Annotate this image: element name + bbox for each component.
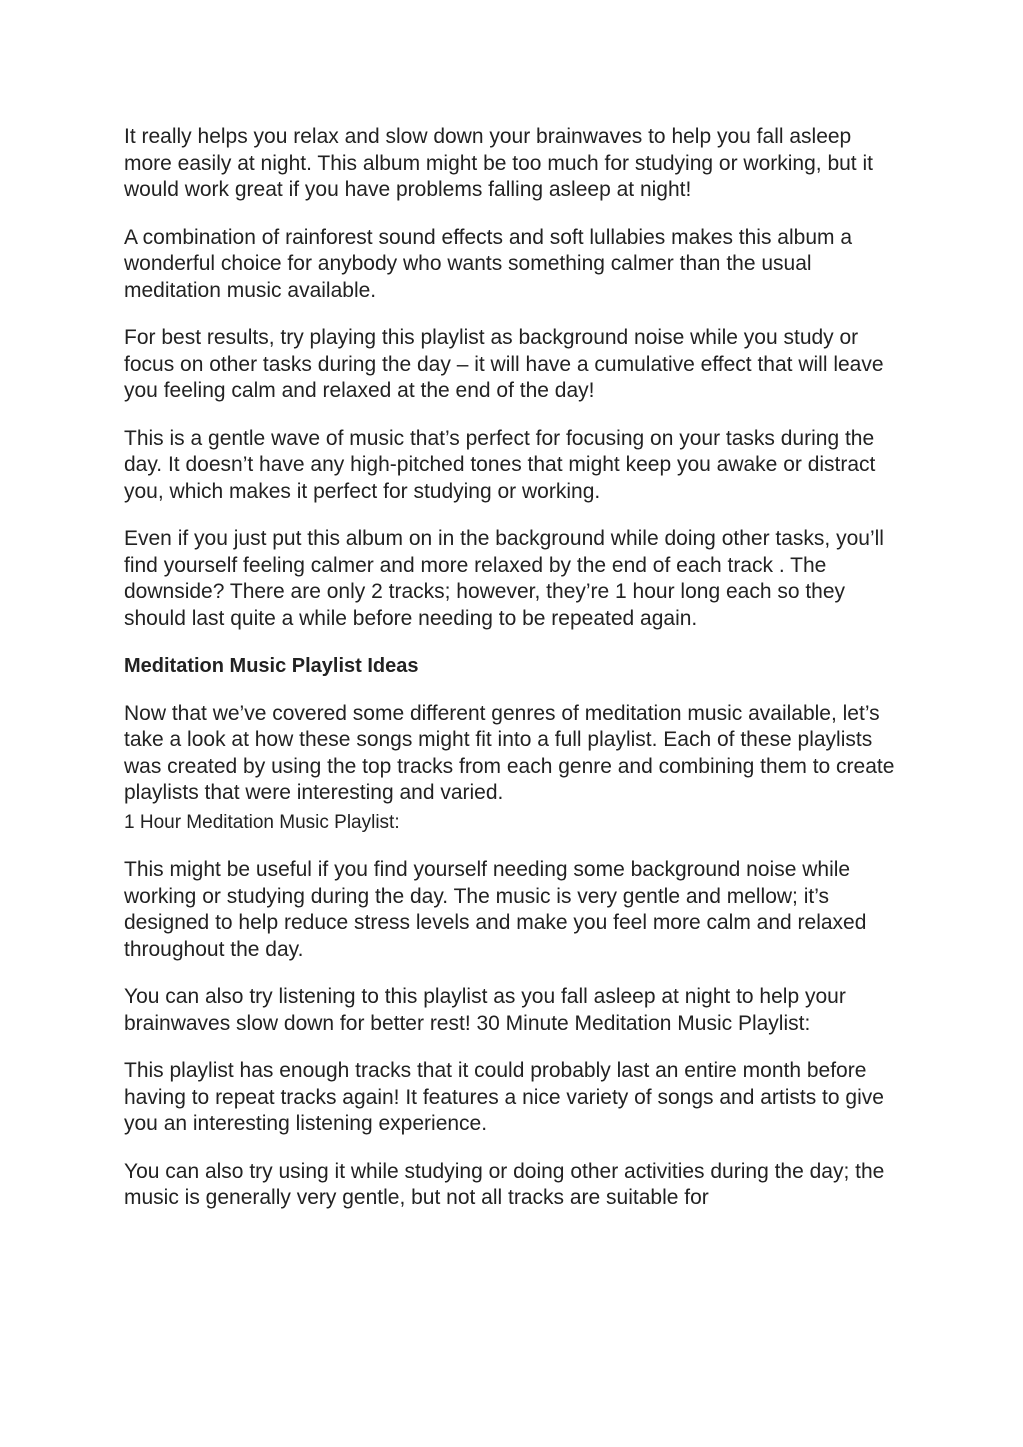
paragraph-sleep-album: It really helps you relax and slow down your brainwaves to help you fall asleep more easily at night. This album might be too much for studying or working, but it would work great if you have problems falling asleep at night! [124,125,873,201]
paragraph-background-noise: This might be useful if you find yourself needing some background noise while working or studying during the day. The music is very gentle and mellow; it’s designed to help reduce stress levels and make you feel more calm and relaxed throughout the day. [124,858,867,961]
paragraph-fall-asleep: You can also try listening to this playlist as you fall asleep at night to help your brainwaves slow down for better rest! 30 Minute Meditation Music Playlist: [124,985,846,1035]
playlist-label: 1 Hour Meditation Music Playlist: [124,811,400,833]
paragraph-intro: Now that we’ve covered some different genres of meditation music available, let’s take a look at how these songs might fit into a full playlist. Each of these playlists was created by using the top tracks from each genre and combining them to create playlists that were interesting and varied. [124,701,895,804]
paragraph-studying: You can also try using it while studying or doing other activities during the day; the music is generally very gentle, but not all tracks are suitable for [124,1159,885,1209]
paragraph-gentle-wave: This is a gentle wave of music that’s perfect for focusing on your tasks during the day. It doesn’t have any high-pitched tones that might keep you awake or distract you, which makes it perfect for studying or working. [124,426,876,503]
paragraph-month-tracks: This playlist has enough tracks that it could probably last an entire month before having to repeat tracks again! It features a nice variety of songs and artists to give you an interesting listening experience. [124,1059,884,1135]
paragraph-two-tracks: Even if you just put this album on in the background while doing other tasks, you’ll find yourself feeling calmer and more relaxed by the end of each track . The downside? There are only 2 tracks; however, they’re 1 hour long each so they should last quite a while before needing to be repeated again. [124,527,884,630]
paragraph-rainforest-album: A combination of rainforest sound effects and soft lullabies makes this album a wonderful choice for anybody who wants something calmer than the usual meditation music available. [124,225,853,302]
paragraph-best-results: For best results, try playing this playlist as background noise while you study or focus on other tasks during the day – it will have a cumulative effect that will leave you feeling calm and relaxed at the end of the day! [124,326,884,402]
document-page [124,124,904,1233]
section-heading: Meditation Music Playlist Ideas [124,655,419,677]
